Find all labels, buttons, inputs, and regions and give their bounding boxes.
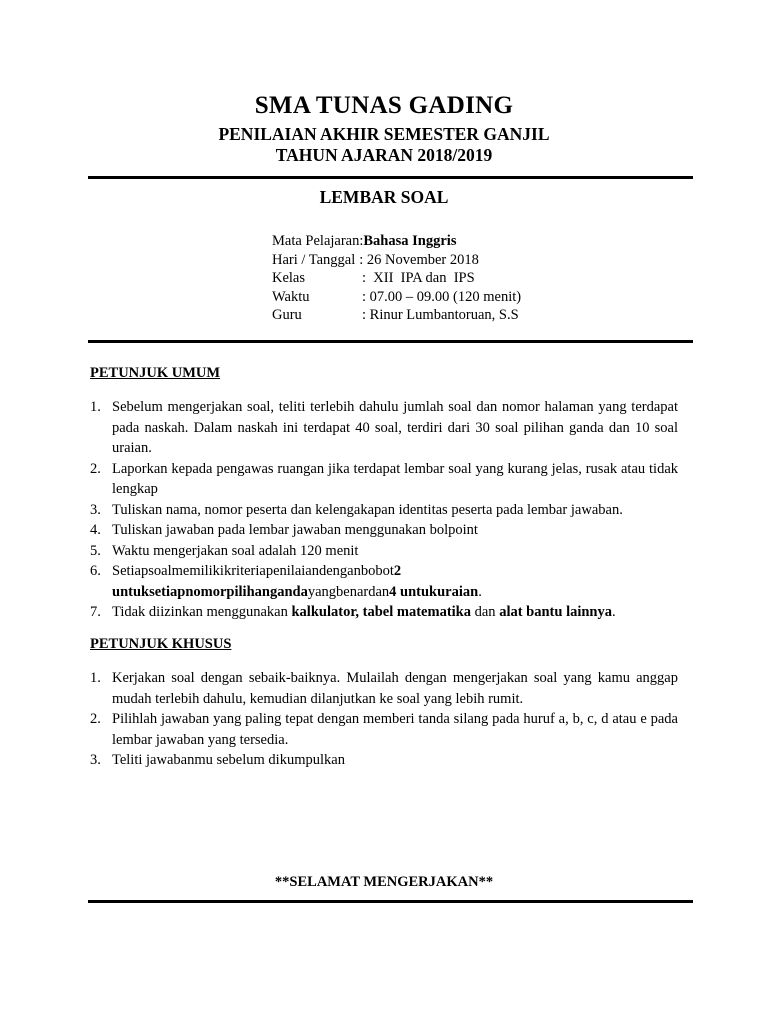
teacher-label: Guru <box>272 307 302 323</box>
date-label: Hari / Tanggal <box>272 251 356 268</box>
class-label: Kelas <box>272 270 306 286</box>
list-item: 3. Tuliskan nama, nomor peserta dan kelengakapan identitas peserta pada lembar jawaban. <box>90 501 623 518</box>
list-item: 4. Tuliskan jawaban pada lembar jawaban menggunakan bolpoint <box>90 522 478 538</box>
exam-info <box>272 232 521 325</box>
info-row-teacher <box>272 306 521 325</box>
info-row-time <box>272 288 521 307</box>
specific-instructions-list <box>90 668 678 771</box>
header-divider <box>88 176 693 179</box>
closing-message: **SELAMAT MENGERJAKAN** <box>274 874 494 890</box>
list-item: 2. Pilihlah jawaban yang paling tepat dengan memberi tanda silang pada huruf a, b, c, d atau e pada lembar jawaban yang tersedia. <box>90 711 678 748</box>
list-item: 5. Waktu mengerjakan soal adalah 120 menit <box>90 542 359 559</box>
list-item: 2. Laporkan kepada pengawas ruangan jika terdapat lembar soal yang kurang jelas, rusak atau tidak lengkap <box>90 460 678 497</box>
footer-divider <box>88 900 693 903</box>
general-instructions-heading: PETUNJUK UMUM <box>90 365 221 381</box>
list-item: 3. Teliti jawabanmu sebelum dikumpulkan <box>90 752 345 768</box>
academic-year: TAHUN AJARAN 2018/2019 <box>275 145 493 165</box>
info-row-subject <box>272 232 521 251</box>
class-value: : XII IPA dan IPS <box>362 270 475 286</box>
sheet-title: LEMBAR SOAL <box>319 187 449 207</box>
info-row-date <box>272 251 521 270</box>
info-row-class <box>272 269 521 288</box>
time-label: Waktu <box>272 288 310 305</box>
list-item: 1. Sebelum mengerjakan soal, teliti terlebih dahulu jumlah soal dan nomor halaman yang terdapat pada naskah. Dalam naskah ini terdapat 40 soal, terdiri dari 30 soal pilihan ganda dan 10 soal uraian. <box>90 399 678 456</box>
list-item: 7. Tidak diizinkan menggunakan kalkulator, tabel matematika dan alat bantu lainnya. <box>90 604 616 620</box>
general-instructions-list <box>90 397 678 623</box>
specific-instructions-heading: PETUNJUK KHUSUS <box>90 636 232 652</box>
school-name: SMA TUNAS GADING <box>254 92 514 119</box>
time-value: : 07.00 – 09.00 (120 menit) <box>362 288 522 305</box>
list-item: 1. Kerjakan soal dengan sebaik-baiknya. Mulailah dengan mengerjakan soal yang kamu anggap mudah terlebih dahulu, kemudian dilanjutkan ke soal yang lebih rumit. <box>90 670 678 707</box>
subject-label: Mata Pelajaran: <box>272 233 364 249</box>
list-item: 6. Setiapsoalmemilikikriteriapenilaiandenganbobot2 untuksetiapnomorpilihangandayangbenardan4 untukuraian. <box>90 563 482 600</box>
date-value: : 26 November 2018 <box>359 251 479 268</box>
exam-title: PENILAIAN AKHIR SEMESTER GANJIL <box>218 124 550 144</box>
subject-value: Bahasa Inggris <box>363 233 457 249</box>
teacher-value: : Rinur Lumbantoruan, S.S <box>362 307 519 323</box>
info-divider <box>88 340 693 343</box>
